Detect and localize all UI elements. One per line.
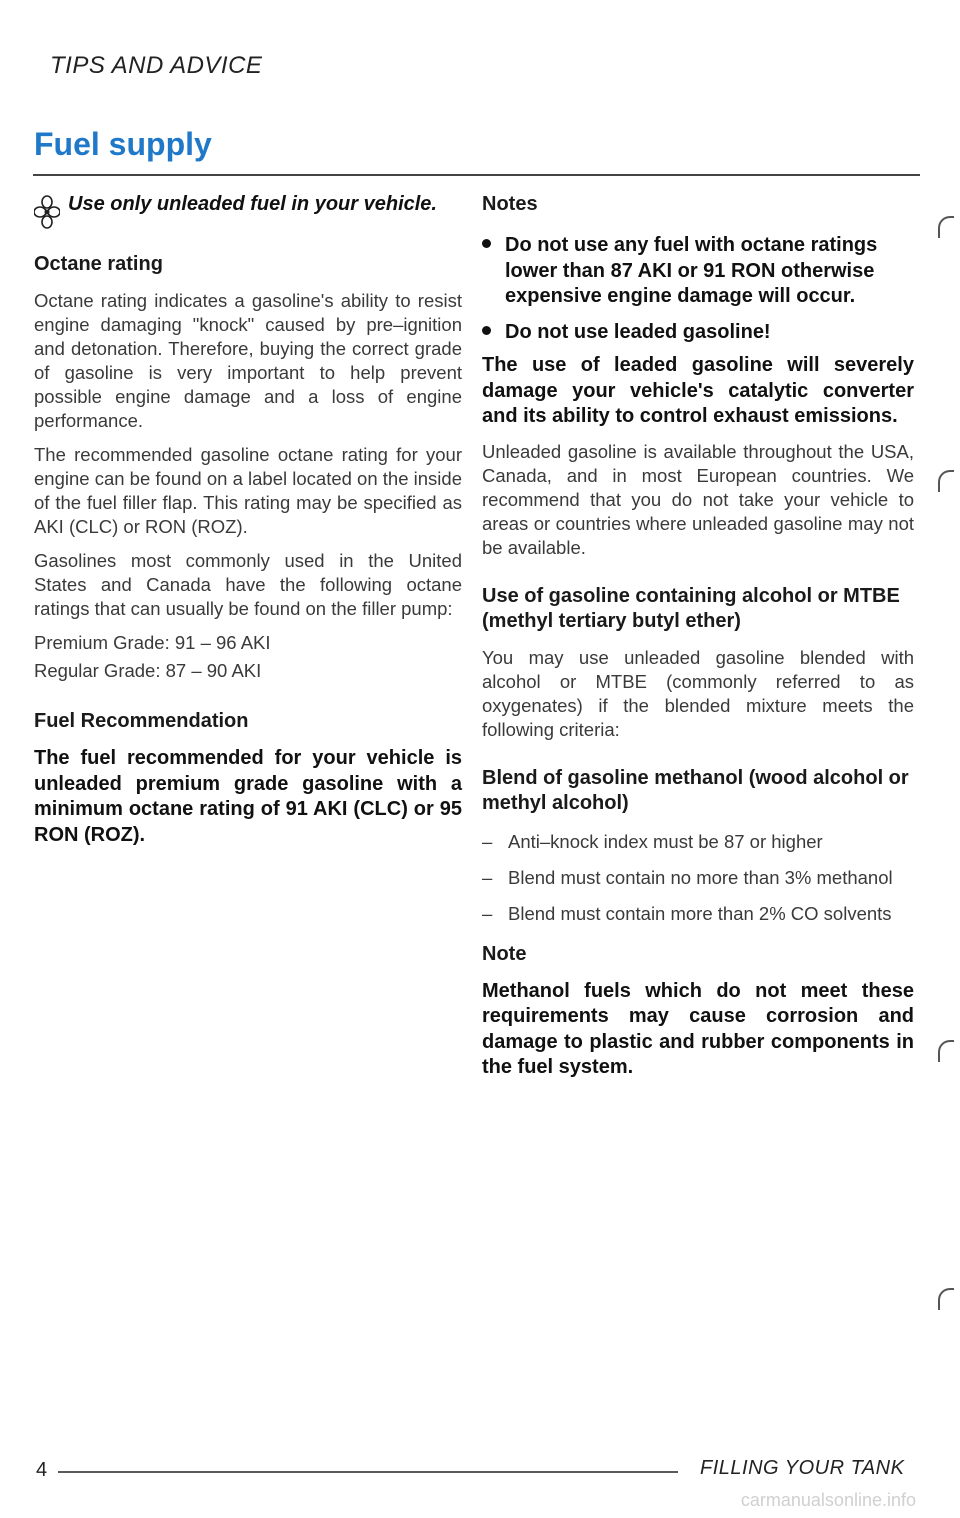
page-number: 4: [36, 1459, 48, 1481]
note-heading: Note: [482, 942, 527, 965]
dash-marker: –: [482, 866, 493, 888]
recommendation-text: The fuel recommended for your vehicle is unleaded premium grade gasoline with a minimum octane rating of 91 AKI (CLC) or 95 RON (ROZ).: [34, 747, 462, 846]
criteria-text: Blend must contain no more than 3% methanol: [508, 866, 893, 888]
page-tab-mark: [938, 1040, 954, 1062]
blend-heading: Blend of gasoline methanol (wood alcohol or methyl alcohol): [482, 766, 909, 814]
title-divider: [33, 174, 920, 176]
octane-paragraph-1: Octane rating indicates a gasoline's ability to resist engine damaging "knock" caused by pre–ignition and detonation. Therefore, buying the correct grade of gasoline is very important to help prevent possible engine damage and a loss of engine performance.: [34, 290, 462, 431]
criteria-item: [482, 902, 914, 926]
alcohol-heading: Use of gasoline containing alcohol or MTBE (methyl tertiary butyl ether): [482, 584, 900, 632]
right-column: [482, 192, 914, 1091]
criteria-text: Blend must contain more than 2% CO solvents: [508, 902, 892, 924]
octane-heading: Octane rating: [34, 253, 163, 275]
warning-text: Use only unleaded fuel in your vehicle.: [68, 193, 437, 215]
page-title: Fuel supply: [34, 126, 212, 162]
page-tab-mark: [938, 470, 954, 492]
bullet-dot: [482, 326, 491, 335]
premium-grade: Premium Grade: 91 – 96 AKI: [34, 632, 271, 653]
dash-marker: –: [482, 902, 493, 924]
caution-icon: [34, 194, 60, 230]
page-tab-mark: [938, 1288, 954, 1310]
footer-chapter: FILLING YOUR TANK: [700, 1457, 905, 1479]
alcohol-paragraph: You may use unleaded gasoline blended with alcohol or MTBE (commonly referred to as oxygenates) if the blended mixture meets the following criteria:: [482, 646, 914, 740]
octane-paragraph-2: The recommended gasoline octane rating for your engine can be found on a label located on the inside of the fuel filler flap. This rating may be specified as AKI (CLC) or RON (ROZ).: [34, 444, 462, 537]
dash-marker: –: [482, 830, 493, 852]
criteria-text: Anti–knock index must be 87 or higher: [508, 830, 823, 852]
bullet-text: Do not use any fuel with octane ratings lower than 87 AKI or 91 RON otherwise expensive engine damage will occur.: [505, 234, 878, 307]
criteria-item: [482, 866, 914, 890]
left-column: [34, 192, 462, 858]
watermark: carmanualsonline.info: [740, 1490, 916, 1510]
footer-divider: [58, 1471, 678, 1473]
page-tab-mark: [938, 216, 954, 238]
bullet-dot: [482, 239, 491, 248]
criteria-item: [482, 830, 914, 854]
bullet-text: Do not use leaded gasoline!: [505, 320, 771, 343]
unleaded-availability: Unleaded gasoline is available throughout the USA, Canada, and in most European countries. We recommend that you do not take your vehicle to areas or countries where unleaded gasoline may not be available.: [482, 440, 914, 558]
notes-heading: Notes: [482, 193, 538, 215]
section-header: TIPS AND ADVICE: [50, 52, 263, 79]
unleaded-warning: [34, 192, 462, 230]
octane-paragraph-3: Gasolines most commonly used in the United States and Canada have the following octane ratings that can usually be found on the filler pump:: [34, 550, 462, 619]
note-bullet-leaded: [482, 320, 914, 346]
note-text: Methanol fuels which do not meet these requirements may cause corrosion and damage to plastic and rubber components in the fuel system.: [482, 979, 914, 1078]
recommendation-heading: Fuel Recommendation: [34, 710, 249, 732]
leaded-warning: The use of leaded gasoline will severely damage your vehicle's catalytic converter and its ability to control exhaust emissions.: [482, 354, 914, 427]
regular-grade: Regular Grade: 87 – 90 AKI: [34, 660, 262, 681]
note-bullet-octane: [482, 233, 914, 310]
